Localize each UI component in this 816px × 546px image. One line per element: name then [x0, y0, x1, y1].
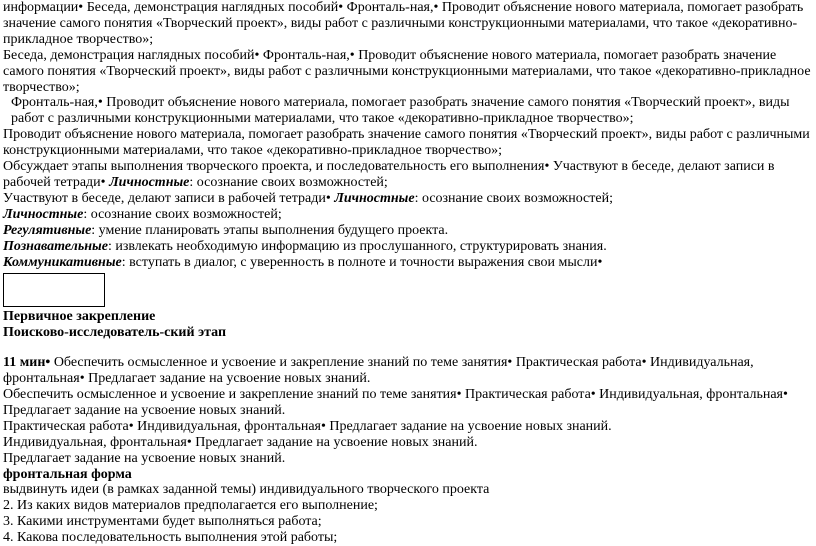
- paragraph-8: [3, 223, 813, 239]
- paragraph-11-tail: Обеспечить осмысленное и усвоение и закрепление знаний по теме занятия• Практическая работа• Индивидуальная, фронтальная• Предлагает задание на усвоение новых знаний.: [3, 355, 754, 387]
- heading-research-stage: Поисково-исследователь-ский этап: [3, 325, 227, 341]
- paragraph-7: [3, 207, 813, 223]
- paragraph-12: Обеспечить осмысленное и усвоение и закрепление знаний по теме занятия• Практическая работа• Индивидуальная, фронтальная• Предлагает задание на усвоение новых знаний.: [3, 387, 788, 418]
- paragraph-5-text: Обсуждает этапы выполнения творческого проекта, и последовательность его выполнения• Участвуют в беседе, делают записи в рабочей тетради•: [3, 159, 775, 190]
- paragraph-10-tail: : вступать в диалог, с уверенность в полноте и точности выражения свои мысли•: [121, 254, 603, 270]
- paragraph-9: [3, 239, 813, 255]
- paragraph-6-tail: : осознание своих возможностей;: [414, 190, 613, 206]
- duration-label: 11 мин•: [3, 355, 51, 371]
- personal-label-3: Личностные: [3, 206, 84, 222]
- regulatory-label: Регулятивные: [3, 222, 92, 238]
- paragraph-13: Практическая работа• Индивидуальная, фронтальная• Предлагает задание на усвоение новых знаний.: [3, 418, 612, 434]
- spacer: [3, 341, 813, 355]
- paragraph-8-tail: : умение планировать этапы выполнения будущего проекта.: [91, 222, 449, 238]
- heading-primary-consolidation: Первичное закрепление: [3, 309, 156, 325]
- heading-frontal-form: фронтальная форма: [3, 466, 132, 482]
- paragraph-5: [3, 159, 813, 191]
- paragraph-3: Фронталь-ная,• Проводит объяснение нового материала, помогает разобрать значение самого понятия «Творческий проект», виды работ с различными конструкционными материалами, что такое «декоративно-прикладное творчество»;: [11, 95, 790, 127]
- paragraph-1: информации• Беседа, демонстрация наглядных пособий• Фронталь-ная,• Проводит объяснение нового материала, помогает разобрать значение самого понятия «Творческий проект», виды работ с различными конструкционными материалами, что такое «декоративно-прикладное творчество»;: [3, 0, 804, 47]
- paragraph-4: Проводит объяснение нового материала, помогает разобрать значение самого понятия «Творческий проект», виды работ с различными конструкционными материалами, что такое «декоративно-прикладное творчество»;: [3, 127, 810, 159]
- personal-label-2: Личностные: [334, 190, 415, 206]
- communicative-label: Коммуникативные: [3, 254, 122, 270]
- paragraph-14: Индивидуальная, фронтальная• Предлагает задание на усвоение новых знаний.: [3, 434, 478, 450]
- paragraph-6-text: Участвуют в беседе, делают записи в рабочей тетради•: [3, 190, 331, 206]
- list-item-3: 3. Какими инструментами будет выполняться работа;: [3, 514, 322, 530]
- list-item-2: 2. Из каких видов материалов предполагается его выполнение;: [3, 498, 378, 514]
- paragraph-16: выдвинуть идеи (в рамках заданной темы) индивидуального творческого проекта: [3, 482, 490, 498]
- list-item-4: 4. Какова последовательность выполнения этой работы;: [3, 530, 338, 546]
- empty-table-cell: [3, 273, 105, 307]
- paragraph-7-tail: : осознание своих возможностей;: [83, 206, 282, 222]
- paragraph-9-tail: : извлекать необходимую информацию из прослушанного, структурировать знания.: [107, 238, 607, 254]
- paragraph-5-tail: : осознание своих возможностей;: [189, 174, 388, 190]
- personal-label: Личностные: [109, 174, 190, 190]
- paragraph-15: Предлагает задание на усвоение новых знаний.: [3, 450, 286, 466]
- paragraph-6: [3, 191, 813, 207]
- paragraph-2: Беседа, демонстрация наглядных пособий• Фронталь-ная,• Проводит объяснение нового материала, помогает разобрать значение самого понятия «Творческий проект», виды работ с различными конструкционными материалами, что такое «декоративно-прикладное творчество»;: [3, 47, 811, 95]
- paragraph-11: [3, 355, 813, 387]
- cognitive-label: Познавательные: [3, 238, 108, 254]
- paragraph-10: [3, 255, 813, 271]
